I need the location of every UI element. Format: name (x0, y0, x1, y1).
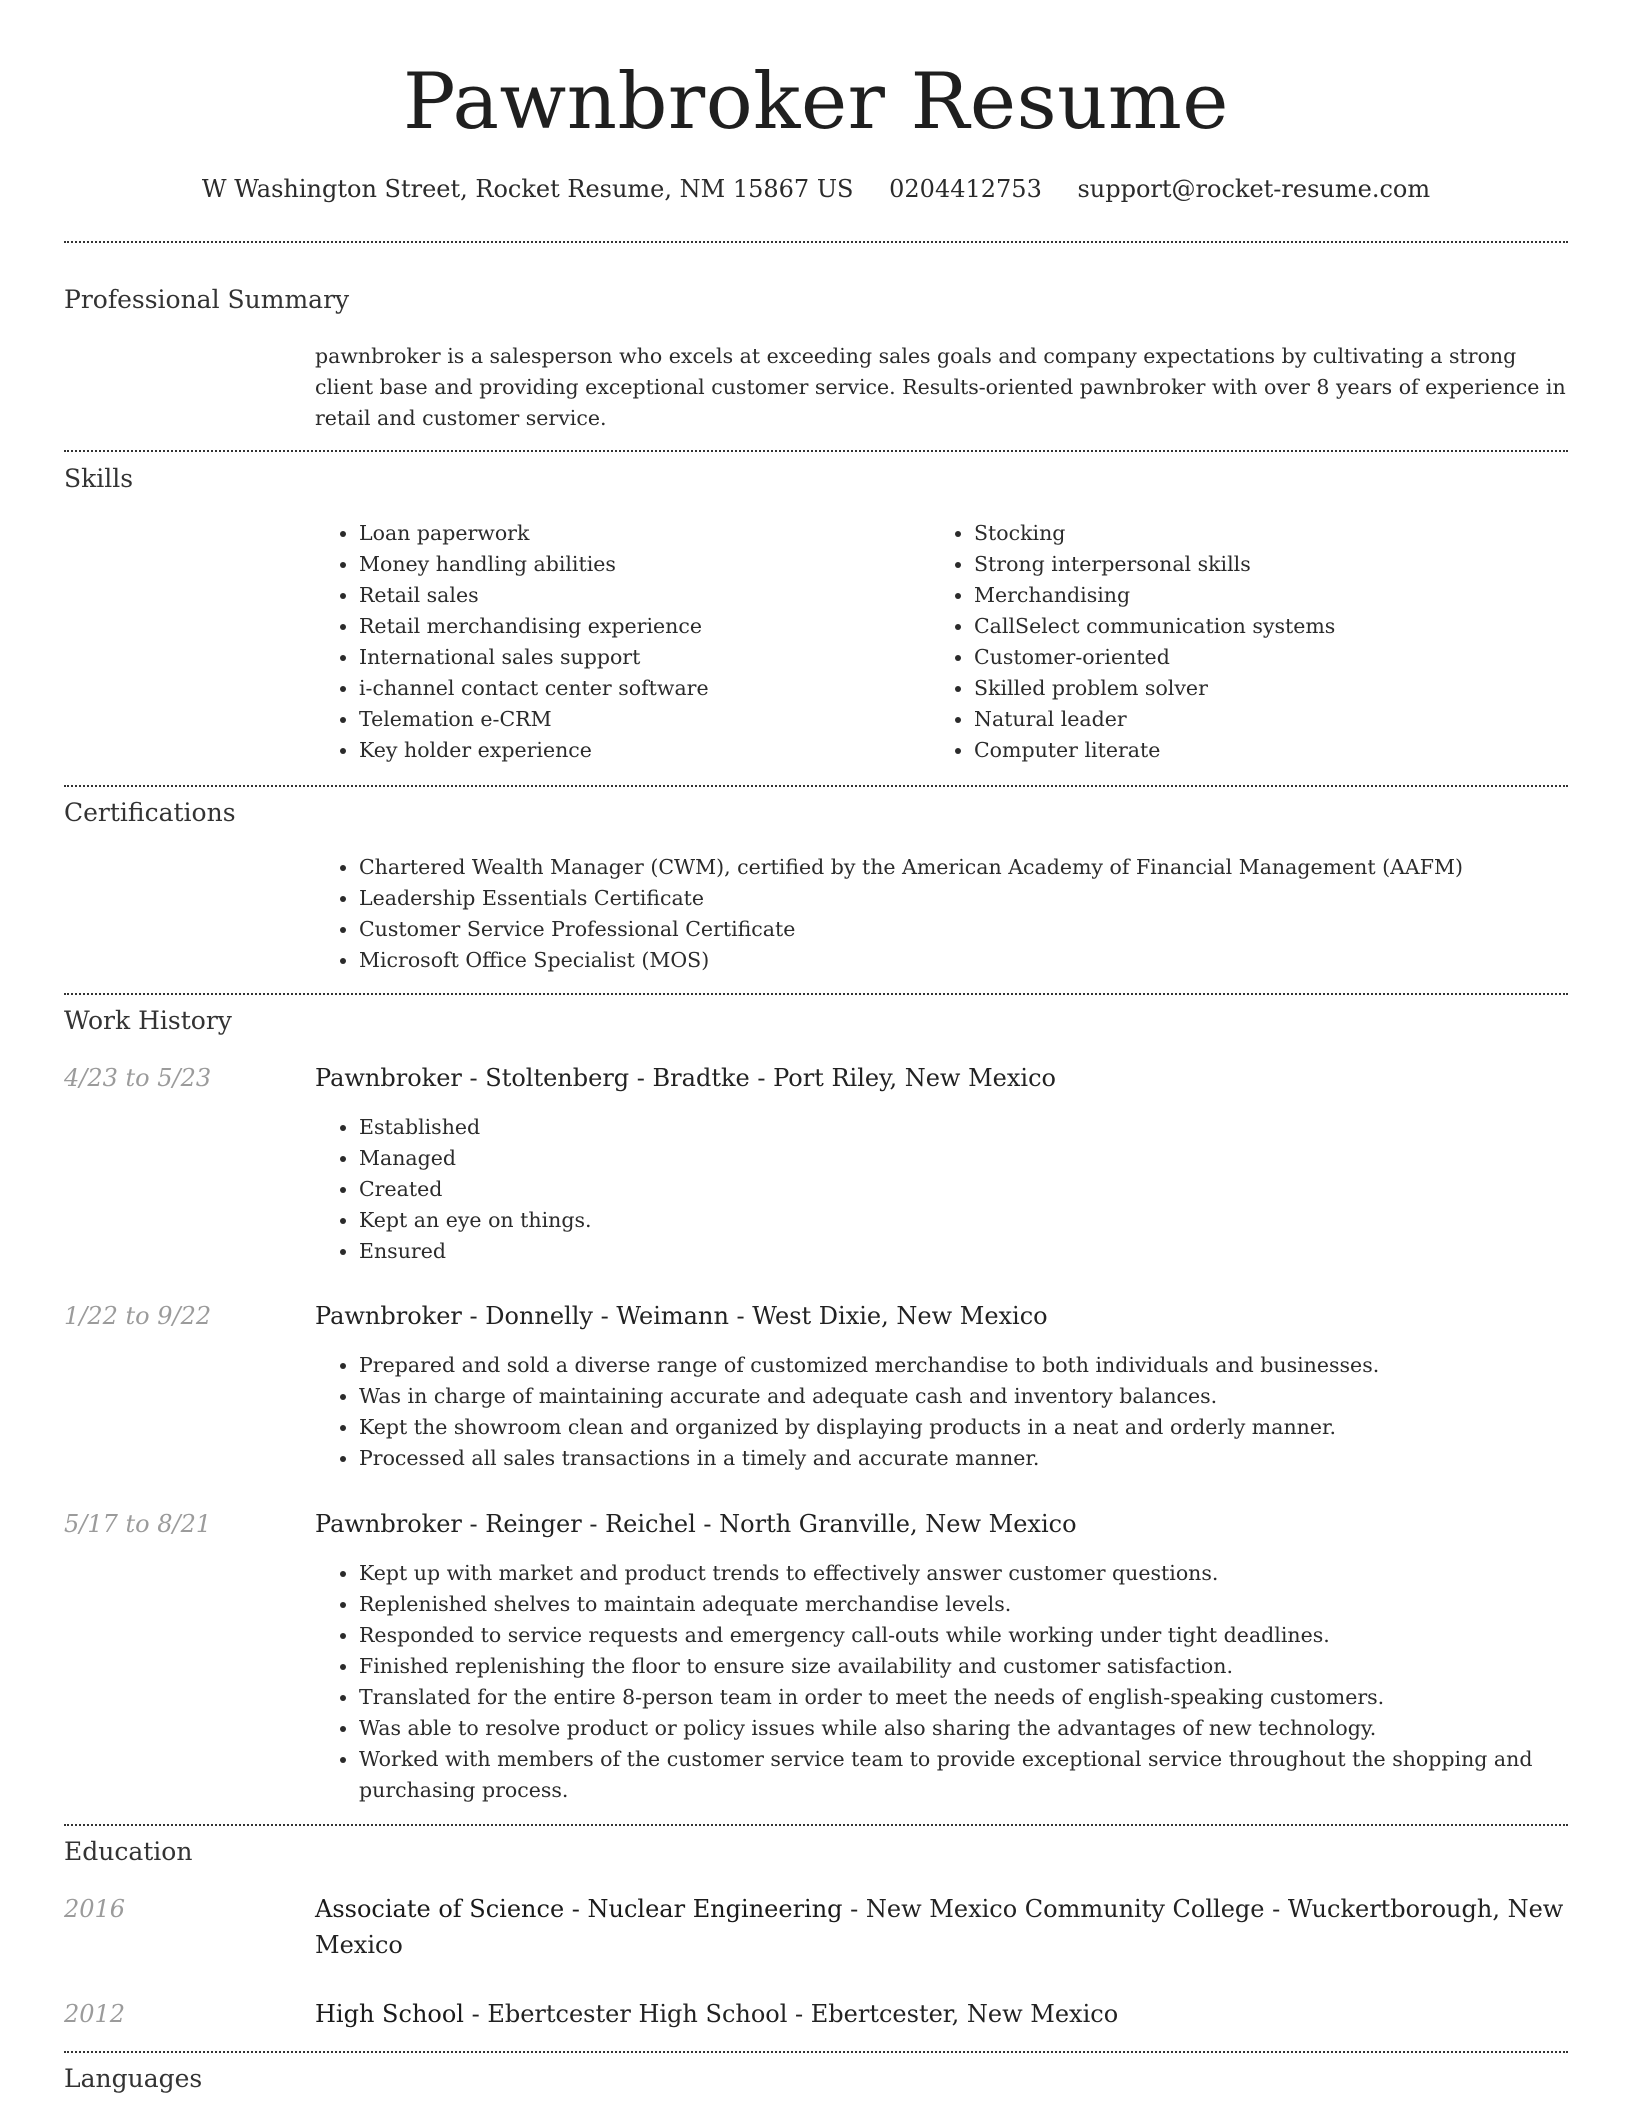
divider (64, 1824, 1568, 1826)
contact-address: W Washington Street, Rocket Resume, NM 15867 US (201, 175, 854, 203)
section-title-languages: Languages (64, 2064, 203, 2093)
list-item: • Created (359, 1174, 1568, 1205)
divider (64, 450, 1568, 452)
job-dates: 1/22 to 9/22 (64, 1302, 212, 1330)
list-item: • Leadership Essentials Certificate (359, 883, 1568, 914)
list-item: • Retail sales (359, 580, 929, 611)
list-item: • Chartered Wealth Manager (CWM), certified by the American Academy of Financial Management (AAFM) (359, 852, 1568, 883)
list-item: • Skilled problem solver (974, 673, 1574, 704)
list-item: • Kept an eye on things. (359, 1205, 1568, 1236)
list-item: • Computer literate (974, 735, 1574, 766)
list-item: • i-channel contact center software (359, 673, 929, 704)
list-item: • Worked with members of the customer service team to provide exceptional service throughout the shopping and purchasing process. (359, 1744, 1568, 1806)
list-item: • Replenished shelves to maintain adequate merchandise levels. (359, 1589, 1568, 1620)
list-item: • Was able to resolve product or policy issues while also sharing the advantages of new technology. (359, 1713, 1568, 1744)
divider (64, 2051, 1568, 2053)
section-title-work: Work History (64, 1006, 232, 1035)
education-entry (315, 1891, 1568, 1963)
contact-phone: 0204412753 (889, 175, 1042, 203)
divider (64, 785, 1568, 787)
contact-line (0, 169, 1632, 209)
education-details: - New Mexico Community College - Wuckertborough, New Mexico (315, 1895, 1564, 1959)
list-item: • CallSelect communication systems (974, 611, 1574, 642)
contact-email: support@rocket-resume.com (1077, 175, 1431, 203)
summary-text: pawnbroker is a salesperson who excels at exceeding sales goals and company expectations by cultivating a strong client base and providing exceptional customer service. Results-oriented pawnbroker with over 8 years of experience in retail and customer service. (315, 344, 1566, 430)
section-title-summary: Professional Summary (64, 285, 350, 314)
job-dates: 5/17 to 8/21 (64, 1510, 212, 1538)
section-title-education: Education (64, 1837, 193, 1866)
job-heading: Pawnbroker - Stoltenberg - Bradtke - Port Riley, New Mexico (315, 1064, 1056, 1092)
list-item: • Finished replenishing the floor to ensure size availability and customer satisfaction. (359, 1651, 1568, 1682)
job-heading: Pawnbroker - Reinger - Reichel - North Granville, New Mexico (315, 1510, 1077, 1538)
list-item: • Natural leader (974, 704, 1574, 735)
job-dates: 4/23 to 5/23 (64, 1064, 212, 1092)
education-details: - Ebertcester High School - Ebertcester, New Mexico (463, 2000, 1119, 2028)
education-degree: Associate of Science - Nuclear Engineering (315, 1895, 843, 1923)
list-item: • Processed all sales transactions in a timely and accurate manner. (359, 1443, 1568, 1474)
list-item: • Kept up with market and product trends to effectively answer customer questions. (359, 1558, 1568, 1589)
job-bullets (315, 1558, 1568, 1806)
divider (64, 993, 1568, 995)
list-item: • Loan paperwork (359, 518, 929, 549)
list-item: • Customer Service Professional Certificate (359, 914, 1568, 945)
education-degree: High School (315, 2000, 464, 2028)
list-item: • Customer-oriented (974, 642, 1574, 673)
section-title-certifications: Certifications (64, 798, 236, 827)
job-heading: Pawnbroker - Donnelly - Weimann - West Dixie, New Mexico (315, 1302, 1048, 1330)
list-item: • Key holder experience (359, 735, 929, 766)
list-item: • Merchandising (974, 580, 1574, 611)
certifications-list (315, 852, 1568, 976)
list-item: • Ensured (359, 1236, 1568, 1267)
skills-list-right (930, 518, 1574, 766)
list-item: • Translated for the entire 8-person team in order to meet the needs of english-speaking customers. (359, 1682, 1568, 1713)
divider (64, 241, 1568, 243)
job-bullets (315, 1112, 1568, 1267)
list-item: • Managed (359, 1143, 1568, 1174)
list-item: • Prepared and sold a diverse range of customized merchandise to both individuals and businesses. (359, 1350, 1568, 1381)
section-title-skills: Skills (64, 464, 134, 493)
list-item: • Telemation e-CRM (359, 704, 929, 735)
education-year: 2012 (64, 2000, 126, 2028)
resume-title: Pawnbroker Resume (403, 57, 1229, 147)
skills-list-left (315, 518, 929, 766)
list-item: • International sales support (359, 642, 929, 673)
list-item: • Retail merchandising experience (359, 611, 929, 642)
list-item: • Stocking (974, 518, 1574, 549)
list-item: • Responded to service requests and emergency call-outs while working under tight deadlines. (359, 1620, 1568, 1651)
list-item: • Microsoft Office Specialist (MOS) (359, 945, 1568, 976)
list-item: • Established (359, 1112, 1568, 1143)
list-item: • Was in charge of maintaining accurate and adequate cash and inventory balances. (359, 1381, 1568, 1412)
list-item: • Strong interpersonal skills (974, 549, 1574, 580)
education-year: 2016 (64, 1895, 126, 1923)
list-item: • Kept the showroom clean and organized by displaying products in a neat and orderly manner. (359, 1412, 1568, 1443)
job-bullets (315, 1350, 1568, 1474)
list-item: • Money handling abilities (359, 549, 929, 580)
education-entry (315, 1996, 1568, 2032)
